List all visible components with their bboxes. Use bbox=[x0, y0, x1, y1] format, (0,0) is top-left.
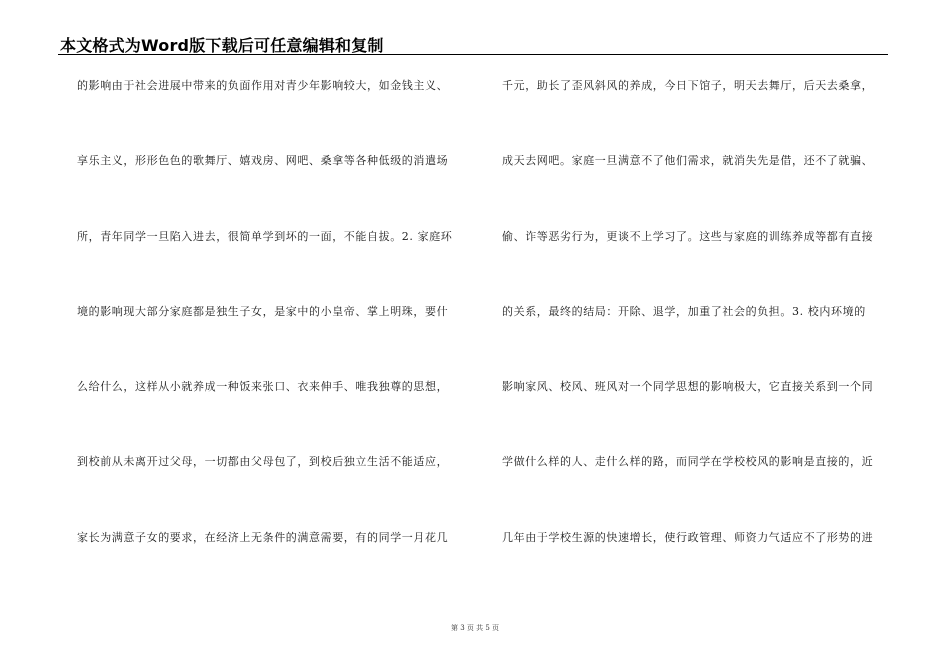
text-line: 境的影响现大部分家庭都是独生子女，是家中的小皇帝、掌上明珠，要什 bbox=[77, 304, 449, 318]
text-line: 所，青年同学一旦陷入进去，很简单学到坏的一面，不能自拔。2. 家庭环 bbox=[77, 229, 453, 243]
text-line: 千元，助长了歪风斜风的养成，今日下馆子，明天去舞厅，后天去桑拿， bbox=[502, 79, 874, 92]
header-title: 本文格式为Word版下载后可任意编辑和复制 bbox=[60, 36, 384, 55]
header-divider bbox=[58, 54, 888, 55]
text-line: 几年由于学校生源的快速增长，使行政管理、师资力气适应不了形势的进 bbox=[502, 530, 874, 544]
text-line: 的关系，最终的结局：开除、退学，加重了社会的负担。3. 校内环境的 bbox=[502, 304, 866, 318]
text-line: 学做什么样的人、走什么样的路，而同学在学校校风的影响是直接的，近 bbox=[502, 455, 874, 469]
text-line: 影响家风、校风、班风对一个同学思想的影响极大，它直接关系到一个同 bbox=[502, 380, 874, 394]
page-number: 第 3 页 共 5 页 bbox=[450, 624, 500, 632]
text-line: 到校前从未离开过父母，一切都由父母包了，到校后独立生活不能适应， bbox=[77, 455, 449, 469]
text-line: 家长为满意子女的要求，在经济上无条件的满意需要，有的同学一月花几 bbox=[77, 530, 449, 544]
left-text-column bbox=[77, 78, 472, 605]
right-text-column bbox=[502, 78, 897, 605]
text-line: 偷、诈等恶劣行为，更谈不上学习了。这些与家庭的训练养成等都有直接 bbox=[502, 229, 874, 243]
text-line: 享乐主义，形形色色的歌舞厅、嬉戏房、网吧、桑拿等各种低级的消遣场 bbox=[77, 154, 449, 168]
text-line: 成天去网吧。家庭一旦满意不了他们需求，就消失先是借，还不了就骗、 bbox=[502, 154, 874, 168]
text-line: 的影响由于社会进展中带来的负面作用对青少年影响较大，如金钱主义、 bbox=[77, 79, 449, 92]
text-line: 么给什么，这样从小就养成一种饭来张口、衣来伸手、唯我独尊的思想， bbox=[77, 380, 449, 394]
